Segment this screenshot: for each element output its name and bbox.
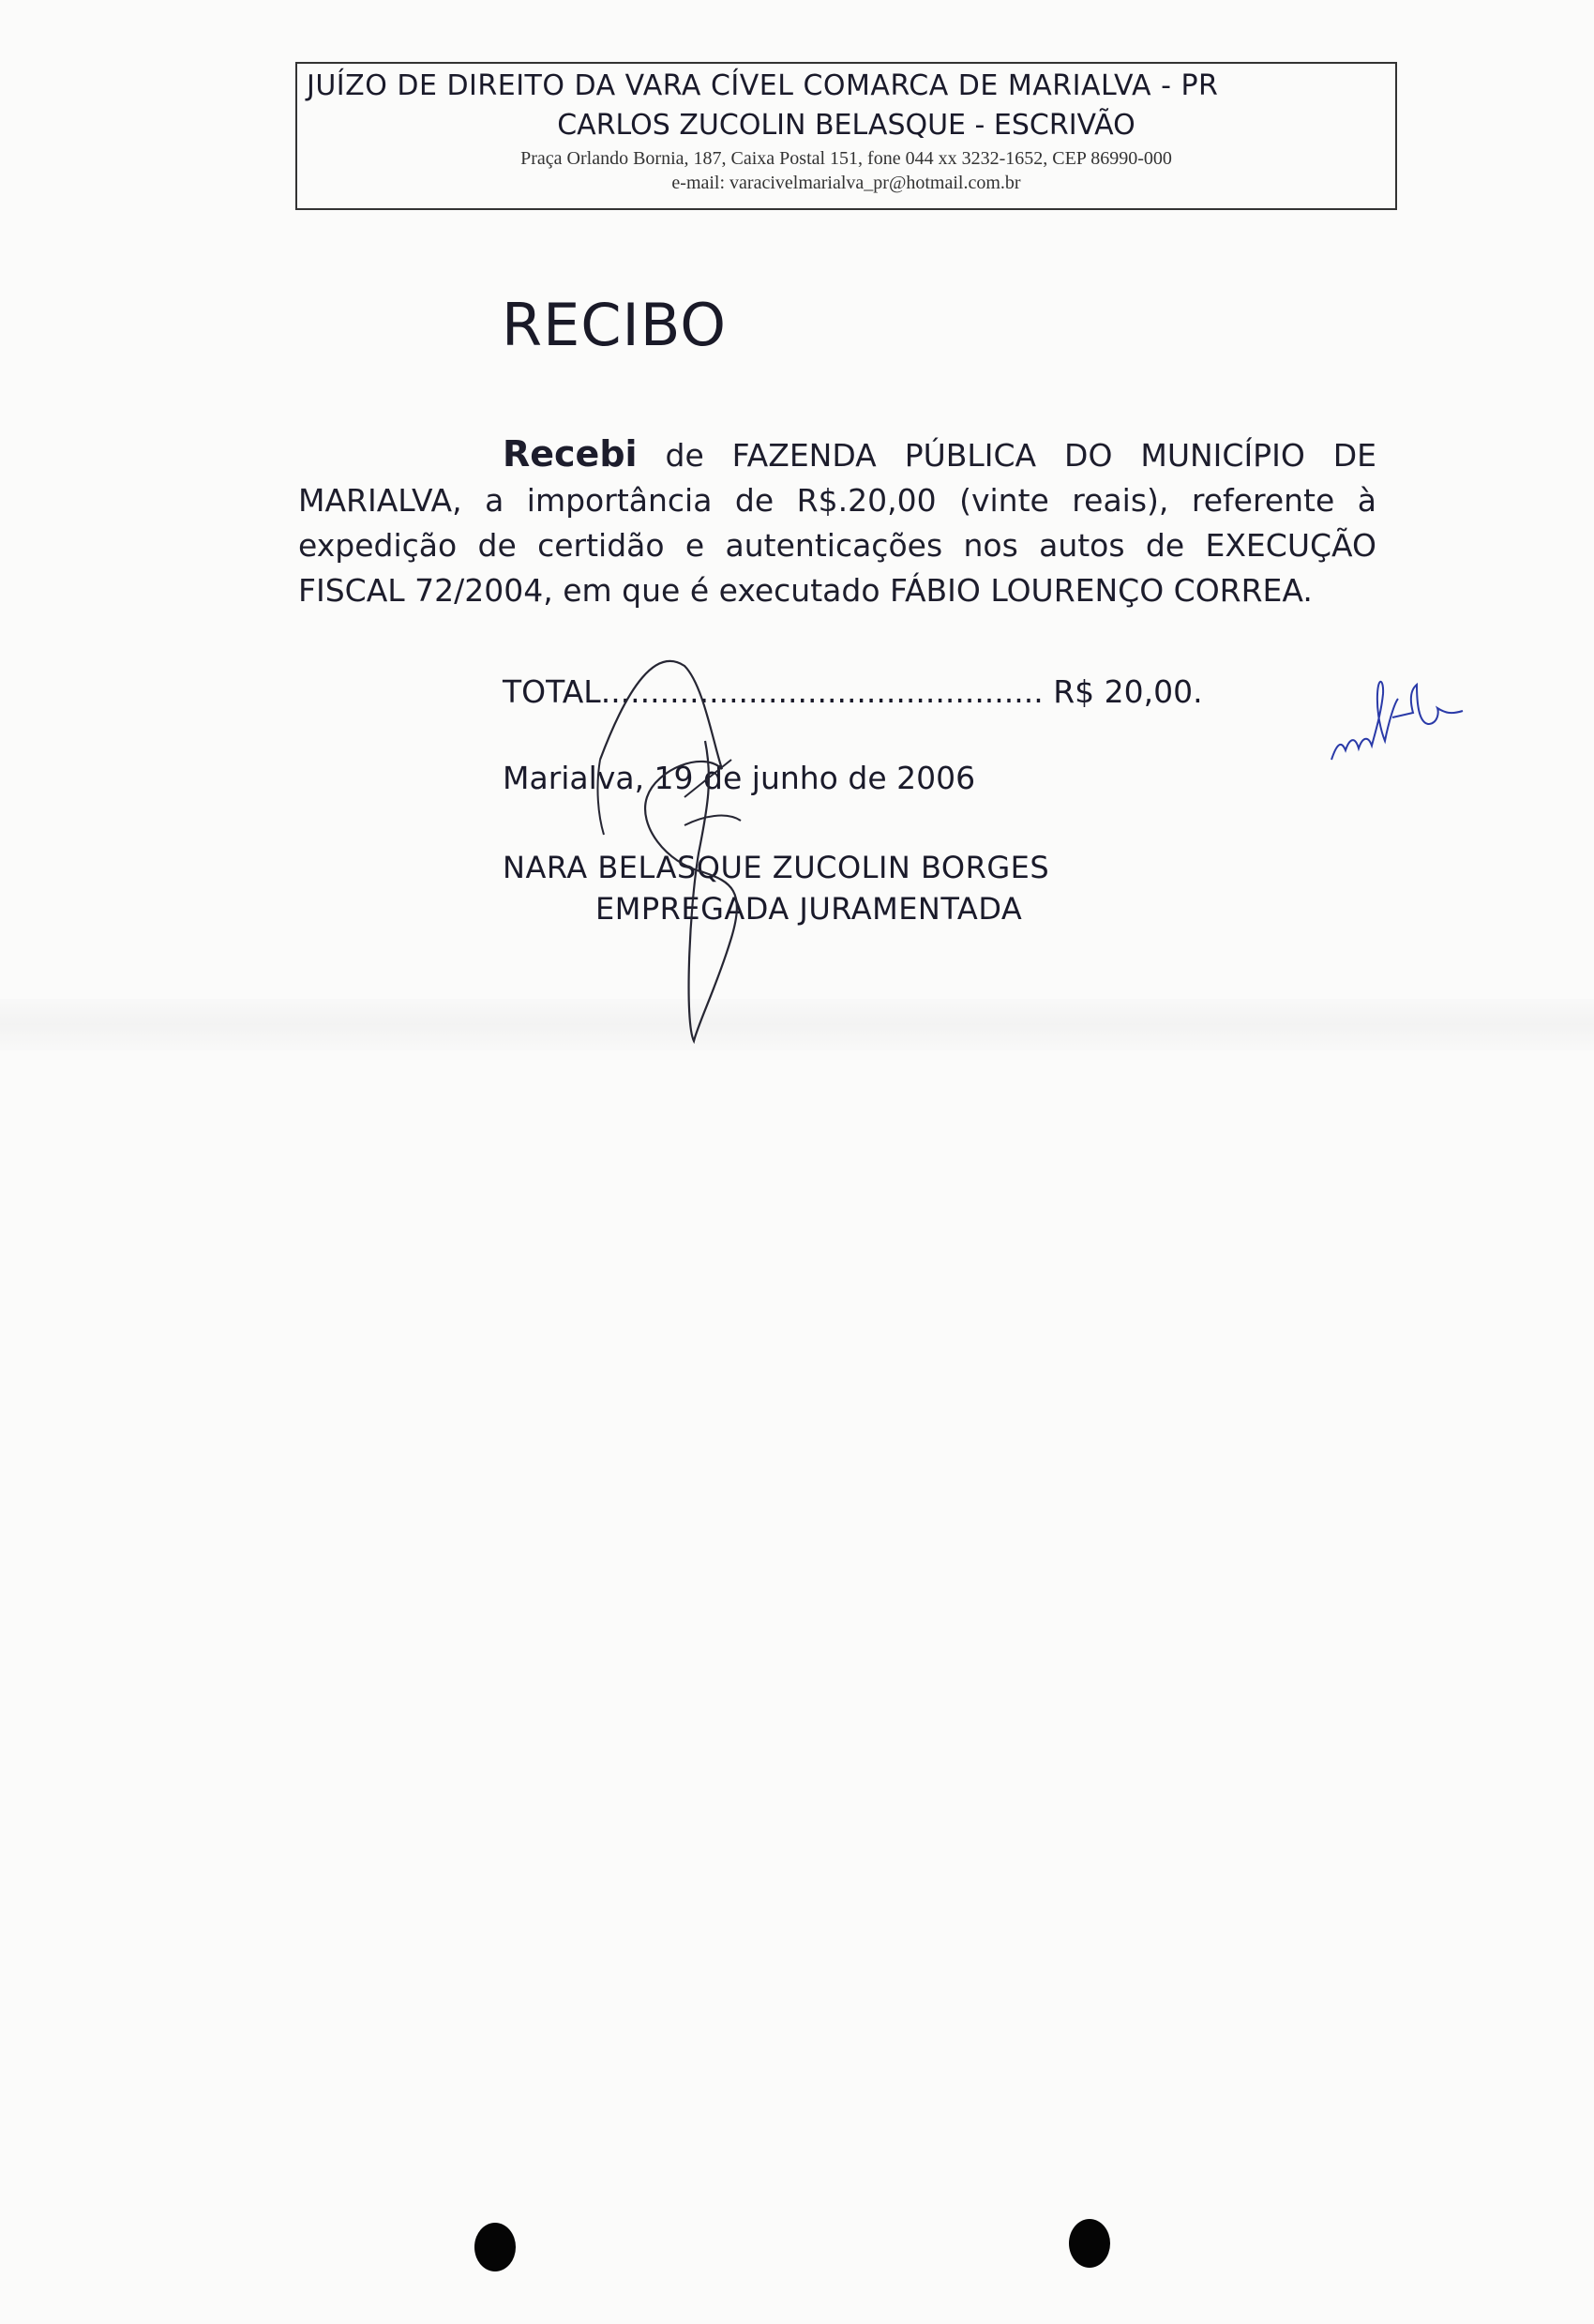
document-title: RECIBO	[502, 291, 728, 359]
receipt-text: de FAZENDA PÚBLICA DO MUNICÍPIO DE MARIALVA, a importância de R$.20,00 (vinte reais), referente à expedição de certidão e autenticações nos autos de EXECUÇÃO FISCAL 72/2004, em que é executado FÁBIO LOURENÇO CORREA.	[298, 437, 1376, 609]
total-value: R$ 20,00.	[1053, 673, 1203, 710]
punch-hole-left	[474, 2223, 516, 2271]
handwritten-initials	[1327, 656, 1467, 769]
punch-hole-right	[1069, 2219, 1110, 2268]
court-email: e-mail: varacivelmarialva_pr@hotmail.com.br	[671, 173, 1021, 193]
receipt-body	[298, 431, 1376, 613]
court-address: Praça Orlando Bornia, 187, Caixa Postal 151, fone 044 xx 3232-1652, CEP 86990-000	[520, 148, 1172, 169]
date-line: Marialva, 19 de junho de 2006	[503, 760, 976, 796]
total-label: TOTAL	[503, 673, 601, 710]
total-dots: .............................................	[600, 673, 1044, 710]
court-header	[295, 62, 1397, 210]
signatory-name: NARA BELASQUE ZUCOLIN BORGES	[503, 850, 1050, 885]
handwritten-signature	[544, 628, 825, 1050]
signatory-role: EMPREGADA JURAMENTADA	[595, 891, 1023, 927]
receipt-lead-word: Recebi	[503, 433, 638, 475]
clerk-name: CARLOS ZUCOLIN BELASQUE - ESCRIVÃO	[557, 109, 1135, 142]
court-name: JUÍZO DE DIREITO DA VARA CÍVEL COMARCA DE MARIALVA - PR	[307, 69, 1219, 102]
